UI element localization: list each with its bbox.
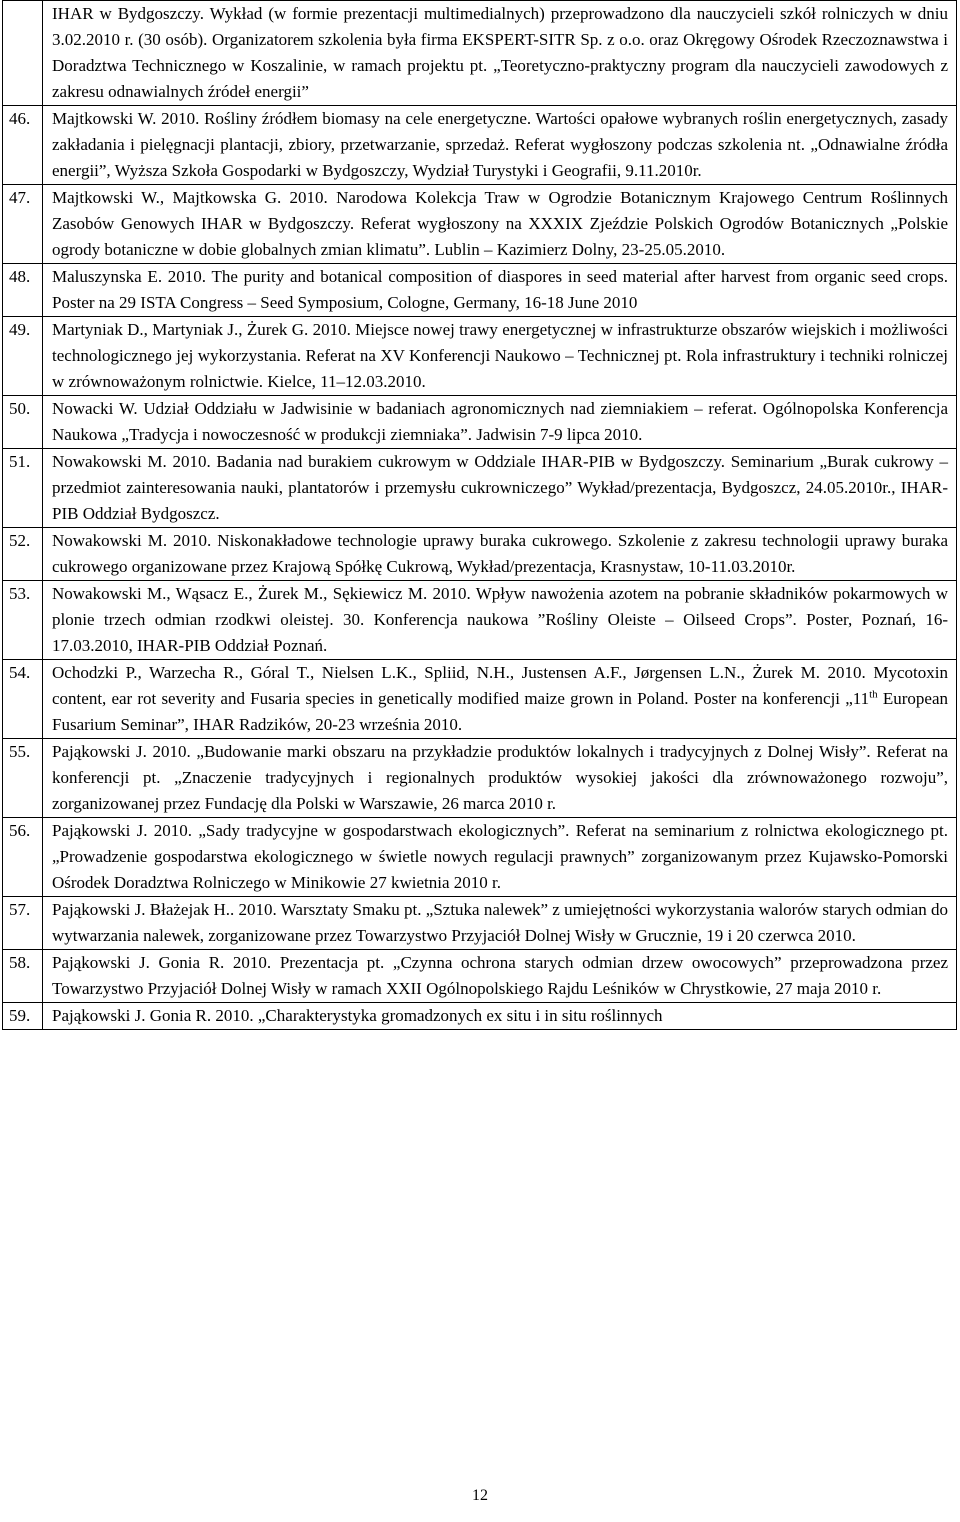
references-body	[3, 1, 957, 1030]
reference-row	[3, 660, 957, 739]
reference-number: 52.	[3, 528, 43, 581]
reference-row	[3, 264, 957, 317]
reference-text: Majtkowski W., Majtkowska G. 2010. Narodowa Kolekcja Traw w Ogrodzie Botanicznym Krajowego Centrum Roślinnych Zasobów Genowych IHAR w Bydgoszczy. Referat wygłoszony na XXXIX Zjeździe Polskich Ogrodów Botanicznych „Polskie ogrody botaniczne w dobie globalnych zmian klimatu”. Lublin – Kazimierz Dolny, 23-25.05.2010.	[43, 185, 957, 264]
reference-row	[3, 449, 957, 528]
reference-number: 53.	[3, 581, 43, 660]
reference-text: Nowakowski M., Wąsacz E., Żurek M., Sękiewicz M. 2010. Wpływ nawożenia azotem na pobranie składników pokarmowych w plonie trzech odmian rzodkwi oleistej. 30. Konferencja naukowa ”Rośliny Oleiste – Oilseed Crops”. Poster, Poznań, 16-17.03.2010, IHAR-PIB Oddział Poznań.	[43, 581, 957, 660]
reference-row	[3, 1003, 957, 1030]
reference-number: 50.	[3, 396, 43, 449]
reference-text: Maluszynska E. 2010. The purity and botanical composition of diaspores in seed material after harvest from organic seed crops. Poster na 29 ISTA Congress – Seed Symposium, Cologne, Germany, 16-18 June 2010	[43, 264, 957, 317]
reference-text: Nowakowski M. 2010. Niskonakładowe technologie uprawy buraka cukrowego. Szkolenie z zakresu technologii uprawy buraka cukrowego organizowane przez Krajową Spółkę Cukrową, Wykład/prezentacja, Krasnystaw, 10-11.03.2010r.	[43, 528, 957, 581]
reference-number: 55.	[3, 739, 43, 818]
reference-row	[3, 106, 957, 185]
reference-number: 49.	[3, 317, 43, 396]
reference-number: 51.	[3, 449, 43, 528]
reference-text: Pająkowski J. Gonia R. 2010. Prezentacja pt. „Czynna ochrona starych odmian drzew owocowych” przeprowadzona przez Towarzystwo Przyjaciół Dolnej Wisły w ramach XXII Ogólnopolskiego Rajdu Leśników w Chrystkowie, 27 maja 2010 r.	[43, 950, 957, 1003]
reference-text: Pająkowski J. 2010. „Budowanie marki obszaru na przykładzie produktów lokalnych i tradycyjnych z Dolnej Wisły”. Referat na konferencji pt. „Znaczenie tradycyjnych i regionalnych produktów wysokiej jakości dla zrównoważonego rozwoju”, zorganizowanej przez Fundację dla Polski w Warszawie, 26 marca 2010 r.	[43, 739, 957, 818]
references-table	[2, 0, 957, 1030]
reference-text-part: European Fusarium Seminar”, IHAR Radzików, 20-23 września 2010.	[52, 689, 948, 734]
reference-row	[3, 396, 957, 449]
reference-text: Martyniak D., Martyniak J., Żurek G. 2010. Miejsce nowej trawy energetycznej w infrastrukturze obszarów wiejskich i możliwości technologicznego jej wykorzystania. Referat na XV Konferencji Naukowo – Technicznej pt. Rola infrastruktury i techniki rolniczej w zrównoważonym rolnictwie. Kielce, 11–12.03.2010.	[43, 317, 957, 396]
reference-number: 56.	[3, 818, 43, 897]
reference-number: 46.	[3, 106, 43, 185]
reference-row	[3, 739, 957, 818]
reference-text: IHAR w Bydgoszczy. Wykład (w formie prezentacji multimedialnych) przeprowadzono dla nauczycieli szkół rolniczych w dniu 3.02.2010 r. (30 osób). Organizatorem szkolenia była firma EKSPERT-SITR Sp. z o.o. oraz Okręgowy Ośrodek Rzeczoznawstwa i Doradztwa Technicznego w Koszalinie, w ramach projektu pt. „Teoretyczno-praktyczny program dla nauczycieli zawodowych z zakresu odnawialnych źródeł energii”	[43, 1, 957, 106]
reference-row	[3, 581, 957, 660]
reference-row	[3, 897, 957, 950]
reference-number: 57.	[3, 897, 43, 950]
reference-row	[3, 950, 957, 1003]
reference-text: Pająkowski J. 2010. „Sady tradycyjne w gospodarstwach ekologicznych”. Referat na seminarium z rolnictwa ekologicznego pt. „Prowadzenie gospodarstwa ekologicznego w świetle nowych regulacji prawnych” zorganizowanym przez Kujawsko-Pomorski Ośrodek Doradztwa Rolniczego w Minikowie 27 kwietnia 2010 r.	[43, 818, 957, 897]
reference-text	[43, 660, 957, 739]
reference-number: 48.	[3, 264, 43, 317]
reference-text: Nowakowski M. 2010. Badania nad burakiem cukrowym w Oddziale IHAR-PIB w Bydgoszczy. Seminarium „Burak cukrowy – przedmiot zainteresowania nauki, plantatorów i przemysłu cukrowniczego” Wykład/prezentacja, Bydgoszcz, 24.05.2010r., IHAR-PIB Oddział Bydgoszcz.	[43, 449, 957, 528]
reference-row	[3, 317, 957, 396]
reference-number: 47.	[3, 185, 43, 264]
page-number: 12	[472, 1487, 488, 1504]
reference-text: Nowacki W. Udział Oddziału w Jadwisinie w badaniach agronomicznych nad ziemniakiem – referat. Ogólnopolska Konferencja Naukowa „Tradycja i nowoczesność w produkcji ziemniaka”. Jadwisin 7-9 lipca 2010.	[43, 396, 957, 449]
reference-number: 59.	[3, 1003, 43, 1030]
reference-number	[3, 1, 43, 106]
reference-row	[3, 528, 957, 581]
reference-number: 58.	[3, 950, 43, 1003]
superscript: th	[869, 688, 878, 701]
reference-row	[3, 1, 957, 106]
reference-text: Pająkowski J. Błażejak H.. 2010. Warsztaty Smaku pt. „Sztuka nalewek” z umiejętności wykorzystania walorów starych odmian do wytwarzania nalewek, zorganizowane przez Towarzystwo Przyjaciół Dolnej Wisły w Grucznie, 19 i 20 czerwca 2010.	[43, 897, 957, 950]
reference-text: Majtkowski W. 2010. Rośliny źródłem biomasy na cele energetyczne. Wartości opałowe wybranych roślin energetycznych, zasady zakładania i pielęgnacji plantacji, zbiory, przetwarzanie, sprzedaż. Referat wygłoszony podczas szkolenia nt. „Odnawialne źródła energii”, Wyższa Szkoła Gospodarki w Bydgoszczy, Wydział Turystyki i Geografii, 9.11.2010r.	[43, 106, 957, 185]
reference-text-part: Ochodzki P., Warzecha R., Góral T., Nielsen L.K., Spliid, N.H., Justensen A.F., Jørgensen L.N., Żurek M. 2010. Mycotoxin content, ear rot severity and Fusaria species in genetically modified maize grown in Poland. Poster na konferencji „11	[52, 663, 948, 708]
reference-row	[3, 818, 957, 897]
reference-text: Pająkowski J. Gonia R. 2010. „Charakterystyka gromadzonych ex situ i in situ roślinnych	[43, 1003, 957, 1030]
reference-row	[3, 185, 957, 264]
reference-number: 54.	[3, 660, 43, 739]
